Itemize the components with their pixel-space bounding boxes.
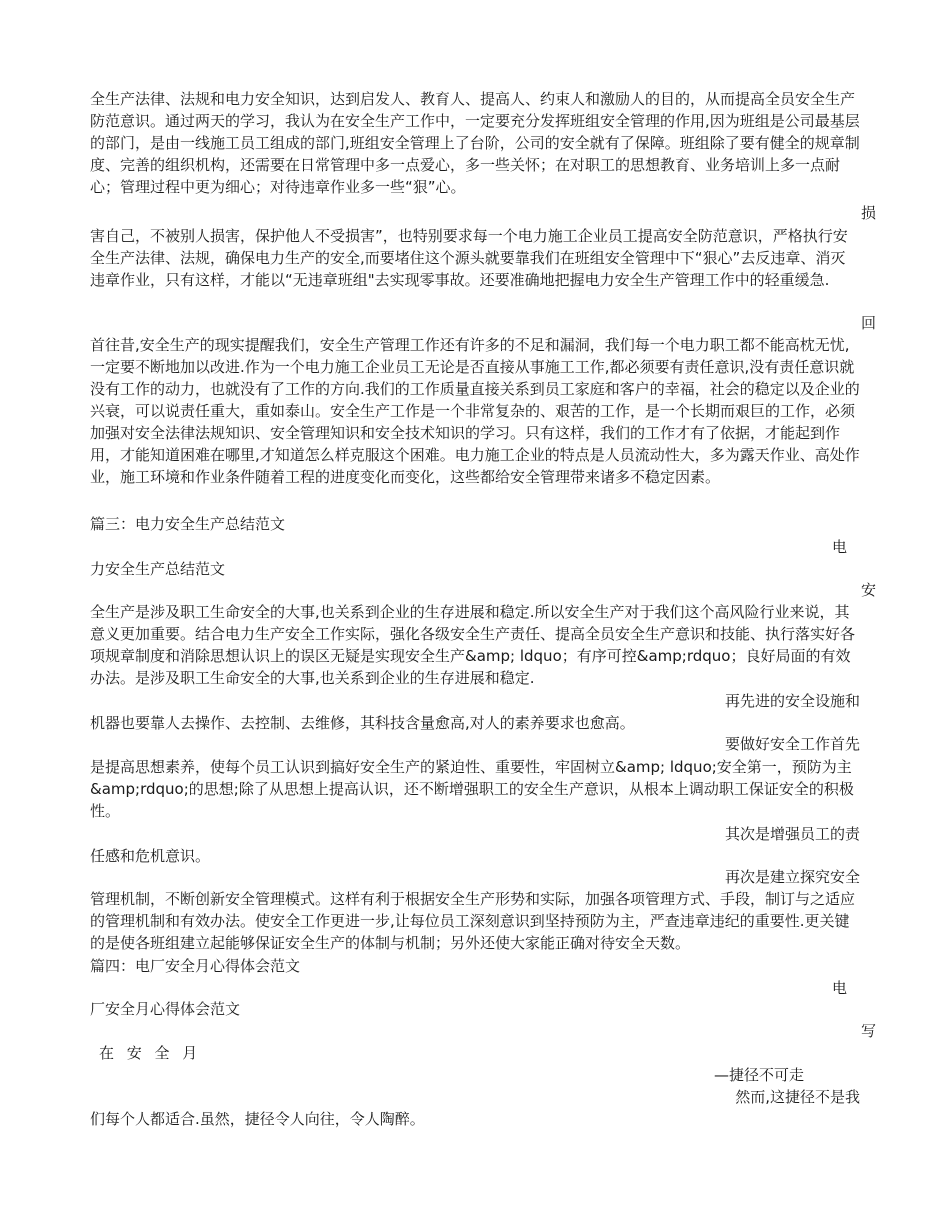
fragment-char-hui: 回 <box>861 314 877 332</box>
fragment-char-dian-1: 电 <box>832 538 848 556</box>
line-5: 机器也要靠人去操作、去控制、去维修，其科技含量愈高,对人的素养要求也愈高。 <box>90 714 635 732</box>
fragment-line-5: 再先进的安全设施和 <box>724 692 860 710</box>
paragraph-1: 全生产法律、法规和电力安全知识，达到启发人、教育人、提高人、约束人和激励人的目的，从而提高全员安全生产防范意识。通过两天的学习，我认为在安全生产工作中，一定要充分发挥班组安全管理的作用,因为班组是公司最基层的部门，是由一线施工员工组成的部门,班组安全管理上了台阶，公司的安全就有了保障。班组除了要有健全的规章制度、完善的组织机构，还需要在日常管理中多一点爱心，多一些关怀；在对职工的思想教育、业务培训上多一点耐心；管理过程中更为细心；对待违章作业多一些“狠”心。 <box>90 90 860 196</box>
line-12: 们每个人都适合.虽然，捷径令人向往，令人陶醉。 <box>90 1110 425 1128</box>
fragment-char-sun: 损 <box>861 204 877 222</box>
fragment-line-12: 然而,这捷径不是我 <box>735 1088 860 1106</box>
fragment-line-8: 再次是建立探究安全 <box>724 868 860 886</box>
fragment-line-11: —捷径不可走 <box>714 1066 805 1084</box>
section-heading-4: 篇四：电厂安全月心得体会范文 <box>90 957 301 975</box>
fragment-char-dian-2: 电 <box>832 979 848 997</box>
section-4-title-line: 厂安全月心得体会范文 <box>90 1000 241 1018</box>
section-3-title-line: 力安全生产总结范文 <box>90 560 226 578</box>
fragment-line-7: 其次是增强员工的责 <box>724 825 860 843</box>
section-heading-3: 篇三：电力安全生产总结范文 <box>90 515 286 533</box>
spaced-line-anquanyue: 在 安 全 月 <box>99 1044 202 1062</box>
line-7: 任感和危机意识。 <box>90 847 211 865</box>
fragment-line-6: 要做好安全工作首先 <box>724 735 860 753</box>
paragraph-4: 全生产是涉及职工生命安全的大事,也关系到企业的生存进展和稳定.所以安全生产对于我们这个高风险行业来说，其意义更加重要。结合电力生产安全工作实际，强化各级安全生产责任、提高全员安全生产意识和技能、执行落实好各项规章制度和消除思想认识上的误区无疑是实现安全生产&amp; ldquo；有序可控&amp;rdquo；良好局面的有效办法。是涉及职工生命安全的大事,也关系到企业的生存进展和稳定. <box>90 603 856 687</box>
paragraph-3: 首往昔,安全生产的现实提醒我们，安全生产管理工作还有许多的不足和漏洞，我们每一个电力职工都不能高枕无忧,一定要不断地加以改进.作为一个电力施工企业员工无论是否直接从事施工工作,都必须要有责任意识,没有责任意识就没有工作的动力，也就没有了工作的方向.我们的工作质量直接关系到员工家庭和客户的幸福，社会的稳定以及企业的兴衰，可以说责任重大，重如泰山。安全生产工作是一个非常复杂的、艰苦的工作，是一个长期而艰巨的工作，必须加强对安全法律法规知识、安全管理知识和安全技术知识的学习。只有这样，我们的工作才有了依据，才能起到作用，才能知道困难在哪里,才知道怎么样克服这个困难。电力施工企业的特点是人员流动性大，多为露天作业、高处作业，施工环境和作业条件随着工程的进度变化而变化，这些都给安全管理带来诸多不稳定因素。 <box>90 336 860 486</box>
paragraph-2: 害自己，不被别人损害，保护他人不受损害”，也特别要求每一个电力施工企业员工提高安全防范意识，严格执行安全生产法律、法规，确保电力生产的安全,而要堵住这个源头就要靠我们在班组安全管理中下“狠心”去反违章、消灭违章作业，只有这样，才能以“无违章班组"去实现零事故。还要准确地把握电力安全生产管理工作中的轻重缓急. <box>90 227 848 289</box>
fragment-char-an: 安 <box>861 581 877 599</box>
paragraph-8: 管理机制，不断创新安全管理模式。这样有利于根据安全生产形势和实际，加强各项管理方式、手段，制订与之适应的管理机制和有效办法。使安全工作更进一步,让每位员工深刻意识到坚持预防为主，严查违章违纪的重要性.更关键的是使各班组建立起能够保证安全生产的体制与机制；另外还使大家能正确对待安全天数。 <box>90 890 856 952</box>
fragment-char-xie: 写 <box>861 1022 877 1040</box>
paragraph-6: 是提高思想素养，使每个员工认识到搞好安全生产的紧迫性、重要性，牢固树立&amp; ldquo;安全第一，预防为主&amp;rdquo;的思想;除了从思想上提高认识，还不断增强职工的安全生产意识，从根本上调动职工保证安全的积极性。 <box>90 758 854 820</box>
